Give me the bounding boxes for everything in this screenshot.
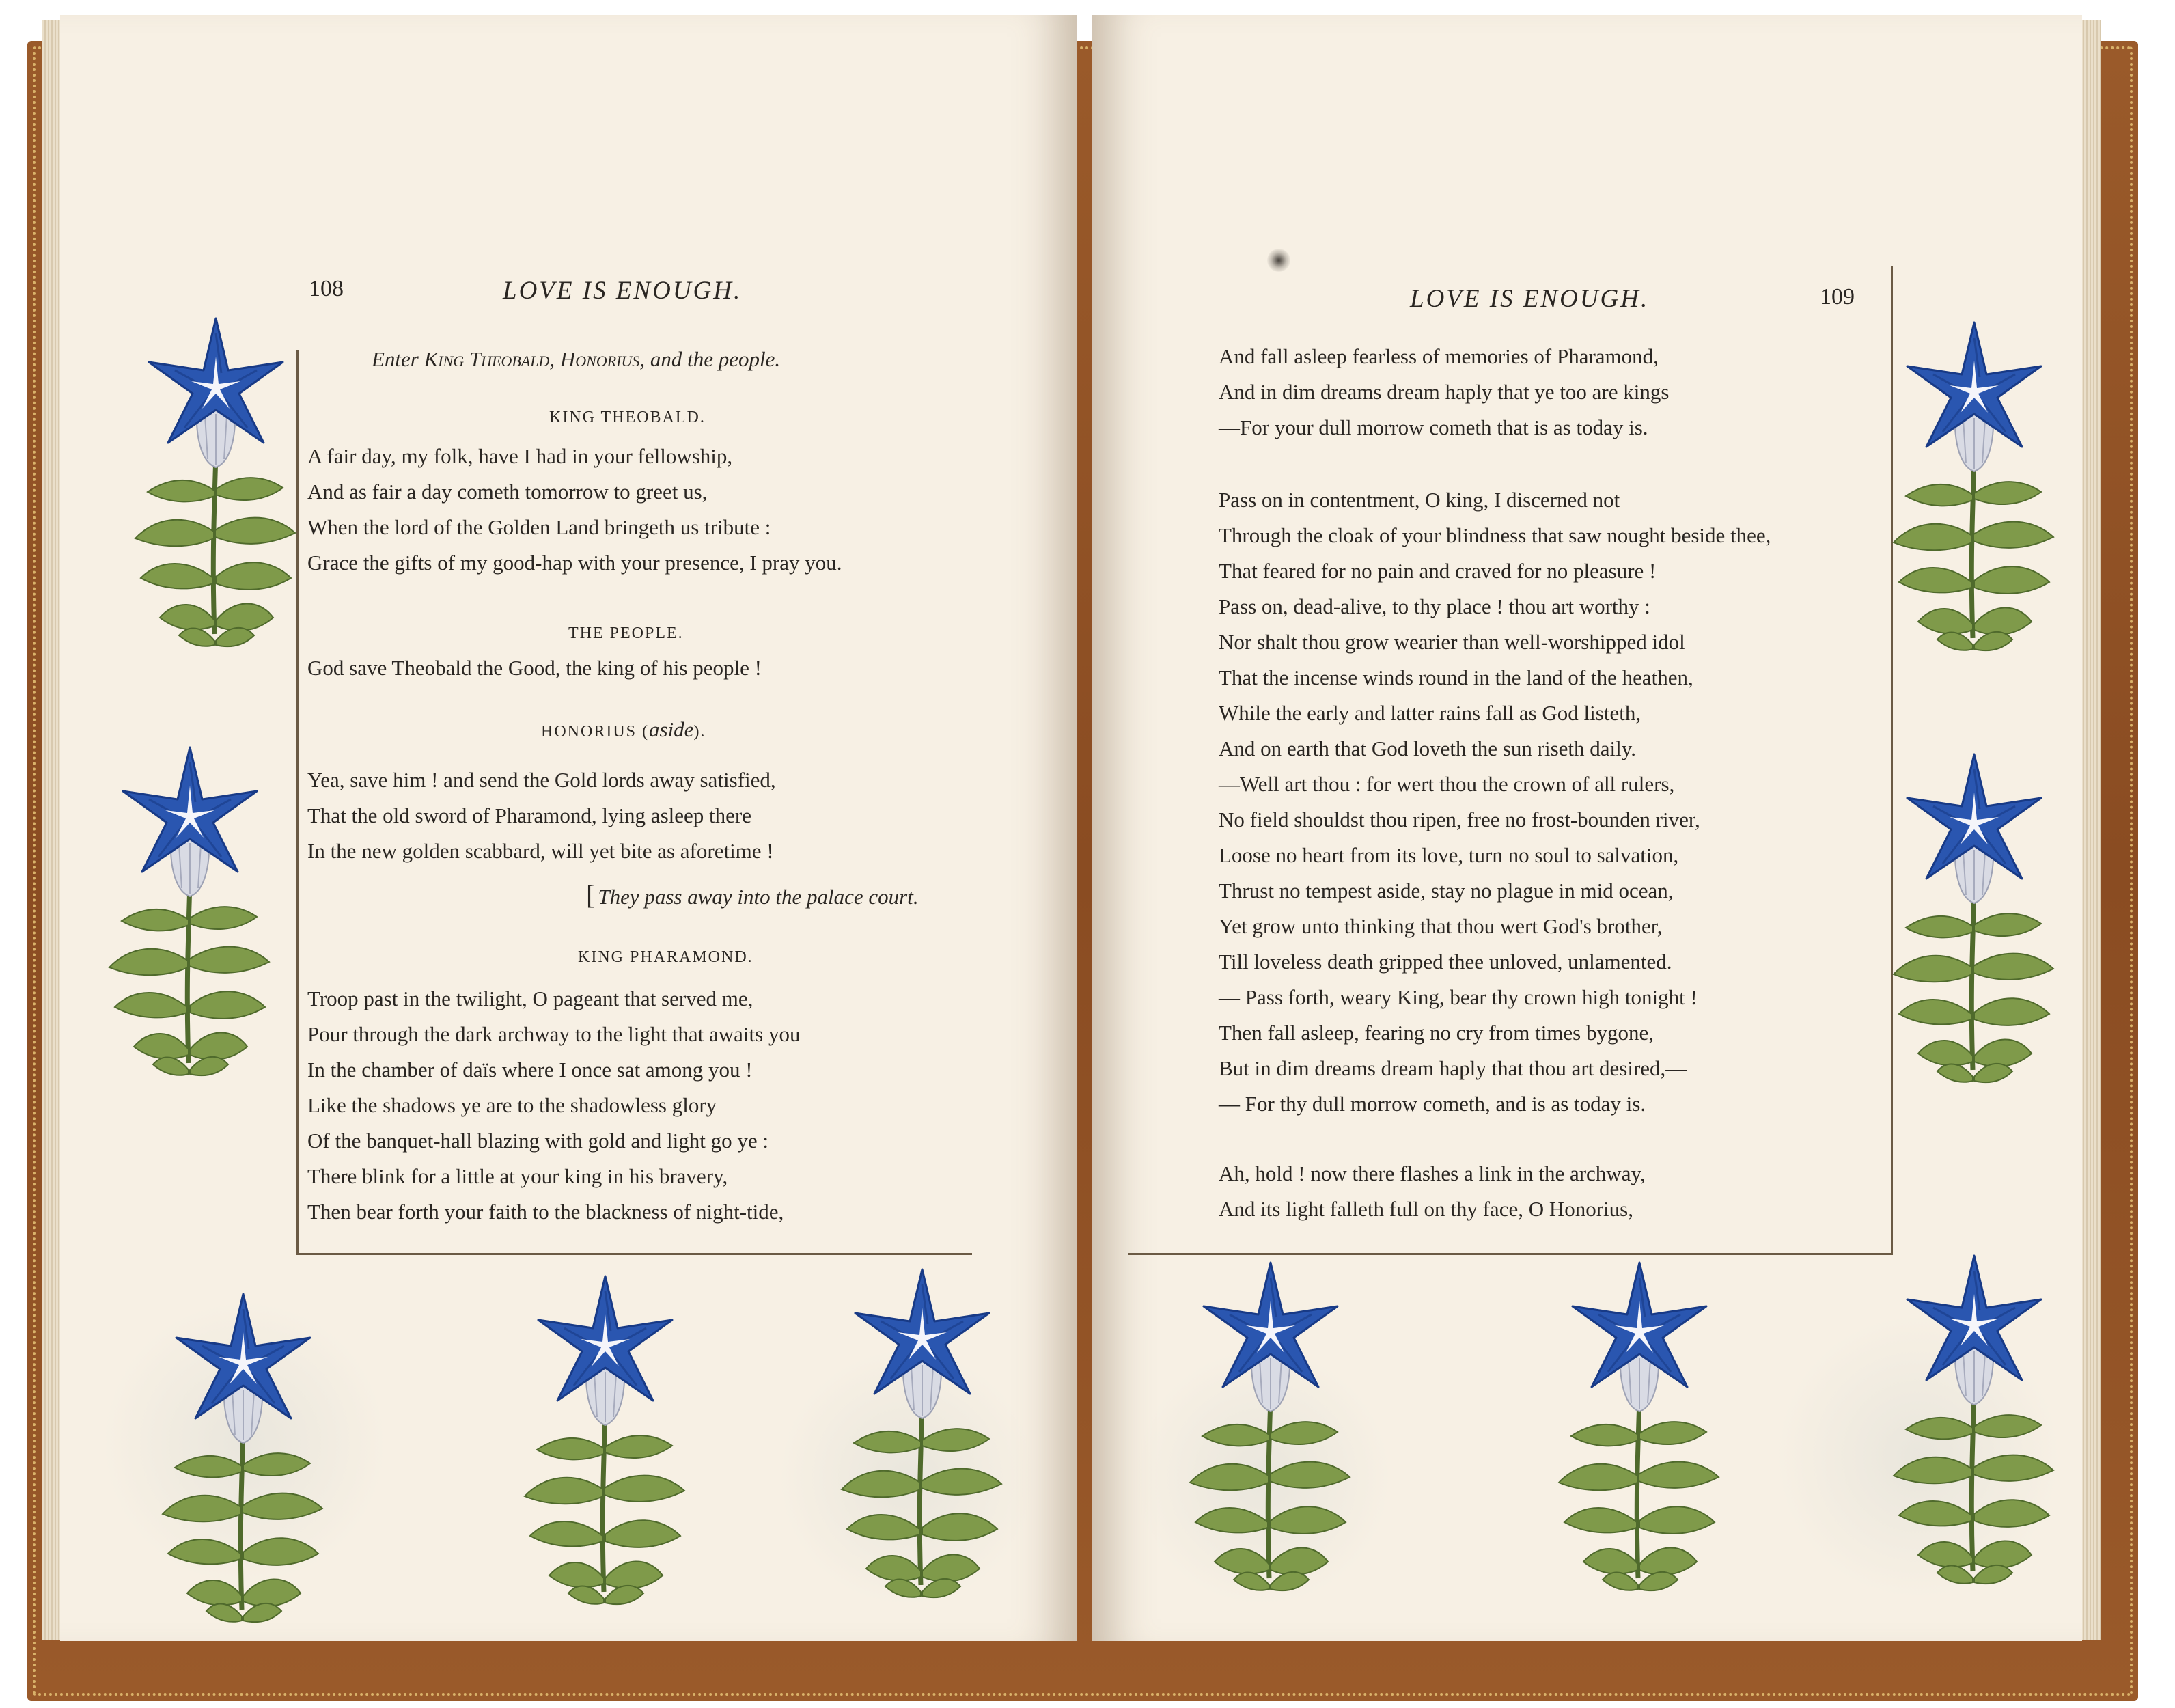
text-run: Like the shadows ye are to the shadowless glory: [307, 1093, 717, 1117]
text-run: Pour through the dark archway to the light that awaits you: [307, 1022, 801, 1046]
right-verse-line: [1219, 950, 1672, 974]
text-run: Enter: [372, 347, 424, 371]
gentian-flower-icon: [1885, 749, 2063, 1090]
left-speaker-line: [549, 403, 706, 428]
text-run: —For your dull morrow cometh that is as today is.: [1219, 415, 1648, 439]
text-run: That the incense winds round in the land of the heathen,: [1219, 665, 1693, 689]
text-run: And fall asleep fearless of memories of Pharamond,: [1219, 344, 1659, 368]
right-verse-line: [1219, 985, 1698, 1010]
right-verse-line: [1219, 1056, 1687, 1081]
gentian-flower-icon: [154, 1289, 332, 1630]
text-run: King Theobald: [424, 347, 550, 371]
text-run: Yea, save him ! and send the Gold lords away satisfied,: [307, 768, 776, 792]
left-verse-line: [307, 444, 732, 469]
text-run: —Well art thou : for wert thou the crown of all rulers,: [1219, 772, 1675, 796]
right-verse-line: [1219, 523, 1771, 548]
gentian-flower-icon: [1182, 1257, 1359, 1599]
text-run: That feared for no pain and craved for no pleasure !: [1219, 559, 1657, 583]
running-head-left: LOVE IS ENOUGH.: [503, 277, 743, 305]
left-verse-line: [307, 480, 707, 504]
gentian-flower-icon: [1551, 1257, 1728, 1599]
right-verse-line: [1219, 1161, 1646, 1186]
text-run: Loose no heart from its love, turn no soul to salvation,: [1219, 843, 1679, 867]
right-verse-line: [1219, 488, 1620, 512]
left-verse-line: [307, 1022, 800, 1047]
gentian-flower-icon: [833, 1264, 1011, 1606]
right-verse-line: [1219, 344, 1659, 369]
text-run: — Pass forth, weary King, bear thy crown high tonight !: [1219, 985, 1698, 1009]
text-run: KING THEOBALD.: [549, 409, 706, 426]
text-run: That the old sword of Pharamond, lying asleep there: [307, 803, 751, 827]
left-verse-line: [307, 803, 751, 828]
left-verse-line: [307, 768, 776, 793]
gentian-flower-icon: [1885, 317, 2063, 659]
text-run: THE PEOPLE.: [568, 624, 684, 642]
text-run: Pass on in contentment, O king, I discerned not: [1219, 488, 1620, 512]
text-run: Honorius: [559, 347, 640, 371]
left-page-edges: [42, 20, 61, 1640]
text-run: Ah, hold ! now there flashes a link in the archway,: [1219, 1161, 1646, 1185]
page-number-left: 108: [309, 276, 344, 301]
text-run: And its light falleth full on thy face, O Honorius,: [1219, 1197, 1633, 1221]
page-number-right: 109: [1820, 284, 1855, 309]
text-run: — For thy dull morrow cometh, and is as today is.: [1219, 1092, 1646, 1116]
right-verse-line: [1219, 630, 1685, 655]
right-verse-line: [1219, 879, 1674, 903]
right-verse-line: [1219, 1092, 1646, 1116]
text-run: Yet grow unto thinking that thou wert God's brother,: [1219, 914, 1663, 938]
left-stage-line: [372, 347, 780, 372]
right-verse-line: [1219, 701, 1641, 726]
right-verse-line: [1219, 1197, 1633, 1222]
left-verse-line: [307, 987, 753, 1011]
text-run: Of the banquet-hall blazing with gold and light go ye :: [307, 1129, 768, 1153]
text-run: ,: [549, 347, 560, 371]
right-verse-line: [1219, 1021, 1654, 1045]
text-run: And on earth that God loveth the sun riseth daily.: [1219, 736, 1636, 760]
left-verse-line: [307, 515, 771, 540]
left-verse-line: [307, 1093, 717, 1118]
text-run: aside: [649, 717, 694, 741]
right-verse-line: [1219, 559, 1656, 583]
text-run: In the new golden scabbard, will yet bite as aforetime !: [307, 839, 774, 863]
left-verse-line: [307, 1129, 768, 1153]
gentian-flower-icon: [1885, 1250, 2063, 1592]
text-run: Through the cloak of your blindness that saw nought beside thee,: [1219, 523, 1771, 547]
text-run: Nor shalt thou grow wearier than well-worshipped idol: [1219, 630, 1685, 654]
text-run: There blink for a little at your king in his bravery,: [307, 1164, 728, 1188]
text-run: But in dim dreams dream haply that thou art desired,—: [1219, 1056, 1687, 1080]
text-run: Till loveless death gripped thee unloved, unlamented.: [1219, 950, 1672, 974]
right-verse-line: [1219, 914, 1663, 939]
left-speaker-line: [541, 717, 706, 742]
text-run: And in dim dreams dream haply that ye too are kings: [1219, 380, 1670, 404]
text-run: Grace the gifts of my good-hap with your presence, I pray you.: [307, 551, 842, 575]
text-run: KING PHARAMOND.: [578, 948, 753, 966]
right-verse-line: [1219, 665, 1693, 690]
text-run: No field shouldst thou ripen, free no frost-bounden river,: [1219, 808, 1700, 831]
right-verse-line: [1219, 772, 1674, 797]
right-verse-line: [1219, 594, 1650, 619]
running-head-right: LOVE IS ENOUGH.: [1410, 285, 1650, 313]
right-page-edges: [2081, 20, 2101, 1640]
text-run: Thrust no tempest aside, stay no plague in mid ocean,: [1219, 879, 1674, 903]
gentian-flower-icon: [127, 313, 305, 655]
text-run: And as fair a day cometh tomorrow to greet us,: [307, 480, 708, 504]
gentian-flower-icon: [101, 742, 279, 1084]
left-speaker-line: [568, 619, 684, 644]
right-verse-line: [1219, 808, 1700, 832]
text-run: They pass away into the palace court.: [598, 885, 919, 909]
text-run: Then bear forth your faith to the blackness of night-tide,: [307, 1200, 784, 1224]
text-run: Then fall asleep, fearing no cry from times bygone,: [1219, 1021, 1654, 1045]
right-verse-line: [1219, 380, 1669, 404]
text-run: [: [586, 879, 596, 910]
text-run: A fair day, my folk, have I had in your fellowship,: [307, 444, 733, 468]
left-verse-line: [307, 551, 842, 575]
text-run: In the chamber of daïs where I once sat among you !: [307, 1058, 753, 1082]
text-run: God save Theobald the Good, the king of his people !: [307, 656, 762, 680]
gentian-flower-icon: [516, 1271, 694, 1612]
text-run: , and the people.: [639, 347, 781, 371]
left-verse-line: [307, 1058, 753, 1082]
left-verse-line: [307, 1164, 728, 1189]
left-verse-line: [307, 656, 762, 680]
text-run: Troop past in the twilight, O pageant that served me,: [307, 987, 753, 1010]
left-verse-line: [307, 1200, 784, 1224]
text-run: While the early and latter rains fall as God listeth,: [1219, 701, 1641, 725]
text-run: When the lord of the Golden Land bringeth us tribute :: [307, 515, 771, 539]
left-verse-line: [307, 839, 774, 864]
right-verse-line: [1219, 843, 1678, 868]
text-run: ).: [693, 723, 706, 741]
left-direction-line: [586, 879, 919, 911]
text-run: Pass on, dead-alive, to thy place ! thou art worthy :: [1219, 594, 1650, 618]
left-speaker-line: [578, 943, 753, 967]
right-verse-line: [1219, 415, 1648, 440]
right-verse-line: [1219, 736, 1636, 761]
text-run: HONORIUS (: [541, 723, 649, 741]
